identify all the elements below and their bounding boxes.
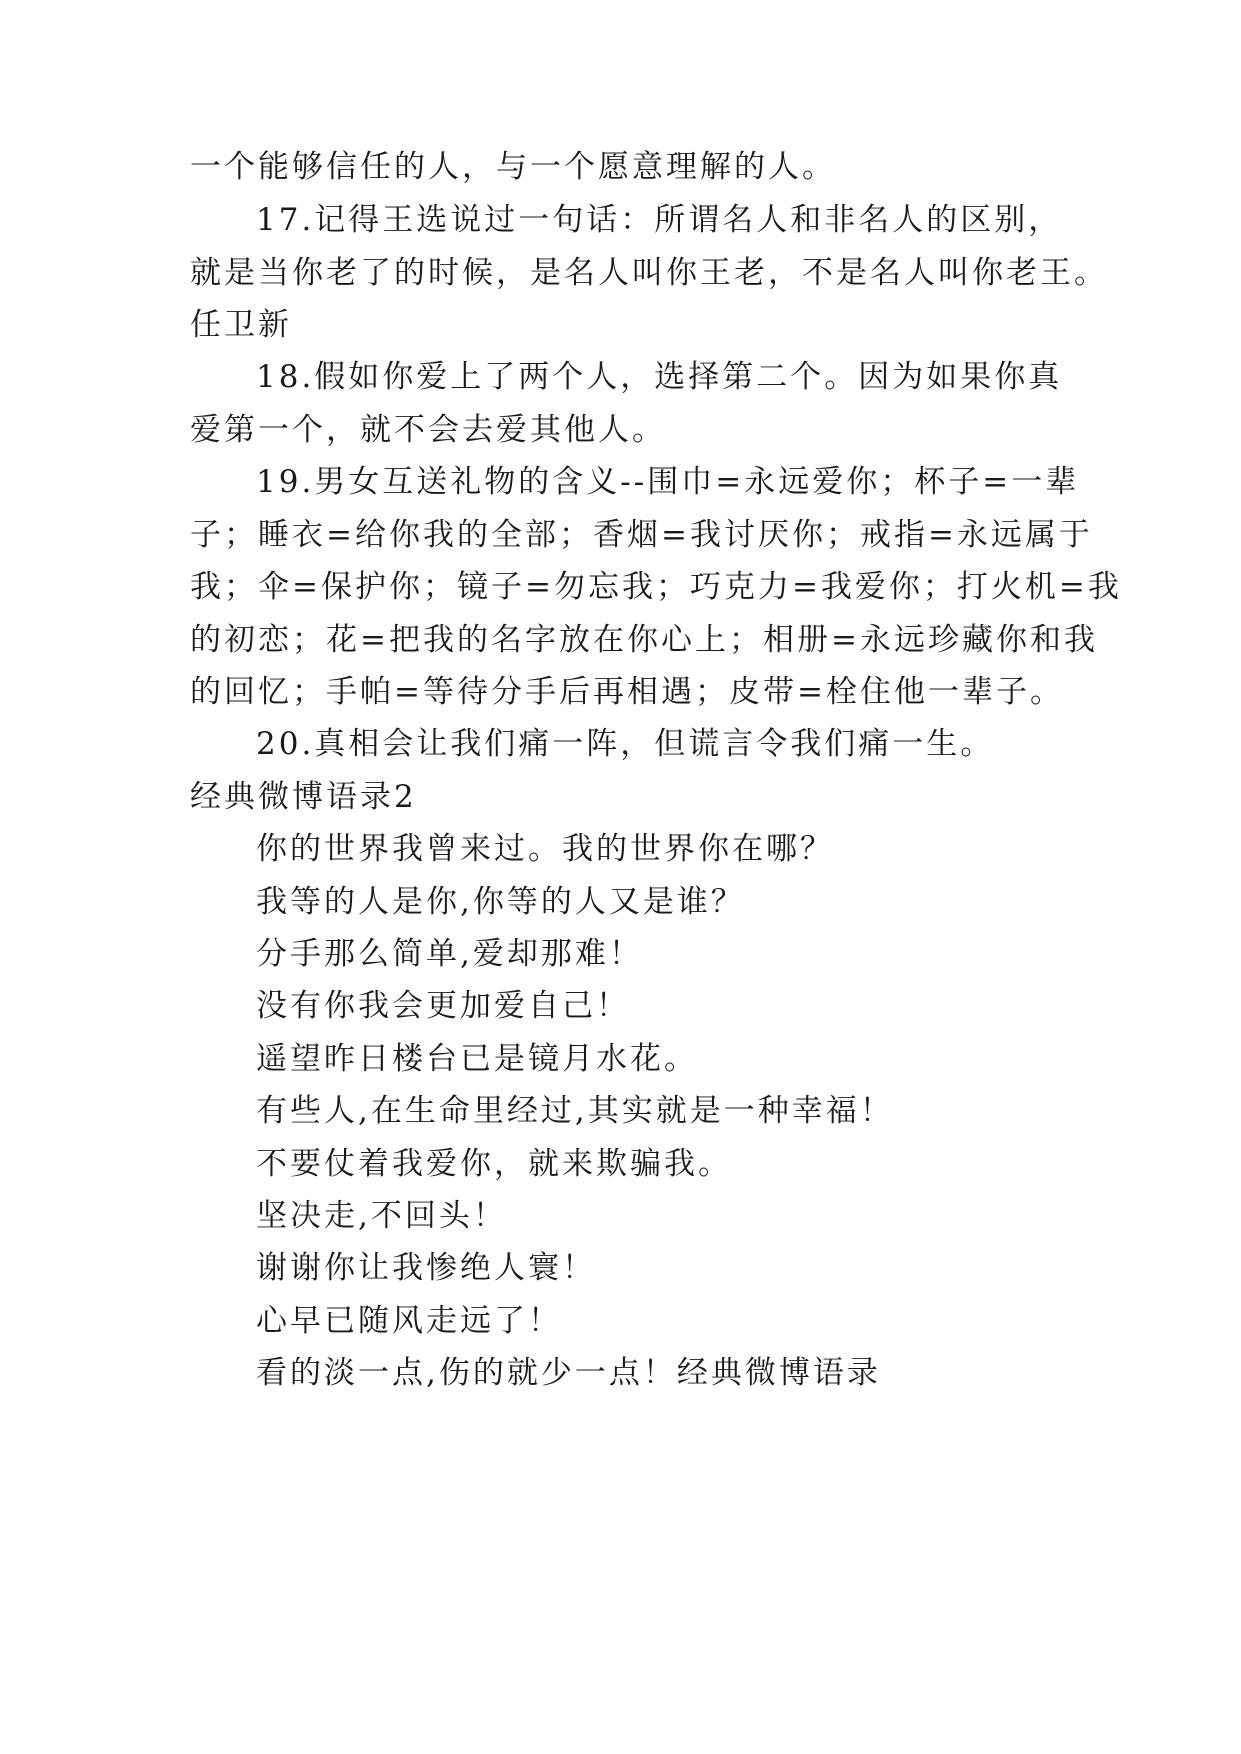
quote-line: 我等的人是你,你等的人又是谁？: [256, 884, 745, 920]
text-line: 我；伞=保护你；镜子=勿忘我；巧克力=我爱你；打火机=我: [190, 569, 1122, 605]
quote-line: 遥望昨日楼台已是镜月水花。: [256, 1041, 698, 1077]
text-line: 任卫新: [190, 307, 292, 343]
text-line: 爱第一个，就不会去爱其他人。: [190, 412, 666, 448]
text-line: 一个能够信任的人，与一个愿意理解的人。: [190, 149, 836, 185]
text-line: 18.假如你爱上了两个人，选择第二个。因为如果你真: [256, 359, 1063, 395]
text-line: 子；睡衣=给你我的全部；香烟=我讨厌你；戒指=永远属于: [190, 517, 1093, 553]
section-heading: 经典微博语录2: [190, 779, 417, 815]
quote-line: 不要仗着我爱你，就来欺骗我。: [256, 1146, 732, 1182]
text-line: 19.男女互送礼物的含义--围巾=永远爱你；杯子=一辈: [256, 464, 1080, 500]
quote-line: 分手那么简单,爱却那难！: [256, 936, 643, 972]
text-line: 的回忆；手帕=等待分手后再相遇；皮带=栓住他一辈子。: [190, 674, 1064, 710]
quote-line: 心早已随风走远了！: [256, 1303, 562, 1339]
quote-line: 你的世界我曾来过。我的世界你在哪？: [256, 831, 834, 867]
quote-line: 谢谢你让我惨绝人寰！: [256, 1250, 596, 1286]
text-line: 的初恋；花=把我的名字放在你心上；相册=永远珍藏你和我: [190, 622, 1098, 658]
quote-line: 没有你我会更加爱自己！: [256, 988, 630, 1024]
quote-line: 有些人,在生命里经过,其实就是一种幸福！: [256, 1093, 894, 1129]
text-line: 20.真相会让我们痛一阵，但谎言令我们痛一生。: [256, 726, 995, 762]
quote-line: 坚决走,不回头！: [256, 1198, 507, 1234]
text-line: 17.记得王选说过一句话：所谓名人和非名人的区别，: [256, 202, 1063, 238]
quote-line: 看的淡一点,伤的就少一点！经典微博语录: [256, 1355, 881, 1391]
text-line: 就是当你老了的时候，是名人叫你王老，不是名人叫你老王。: [190, 255, 1108, 291]
